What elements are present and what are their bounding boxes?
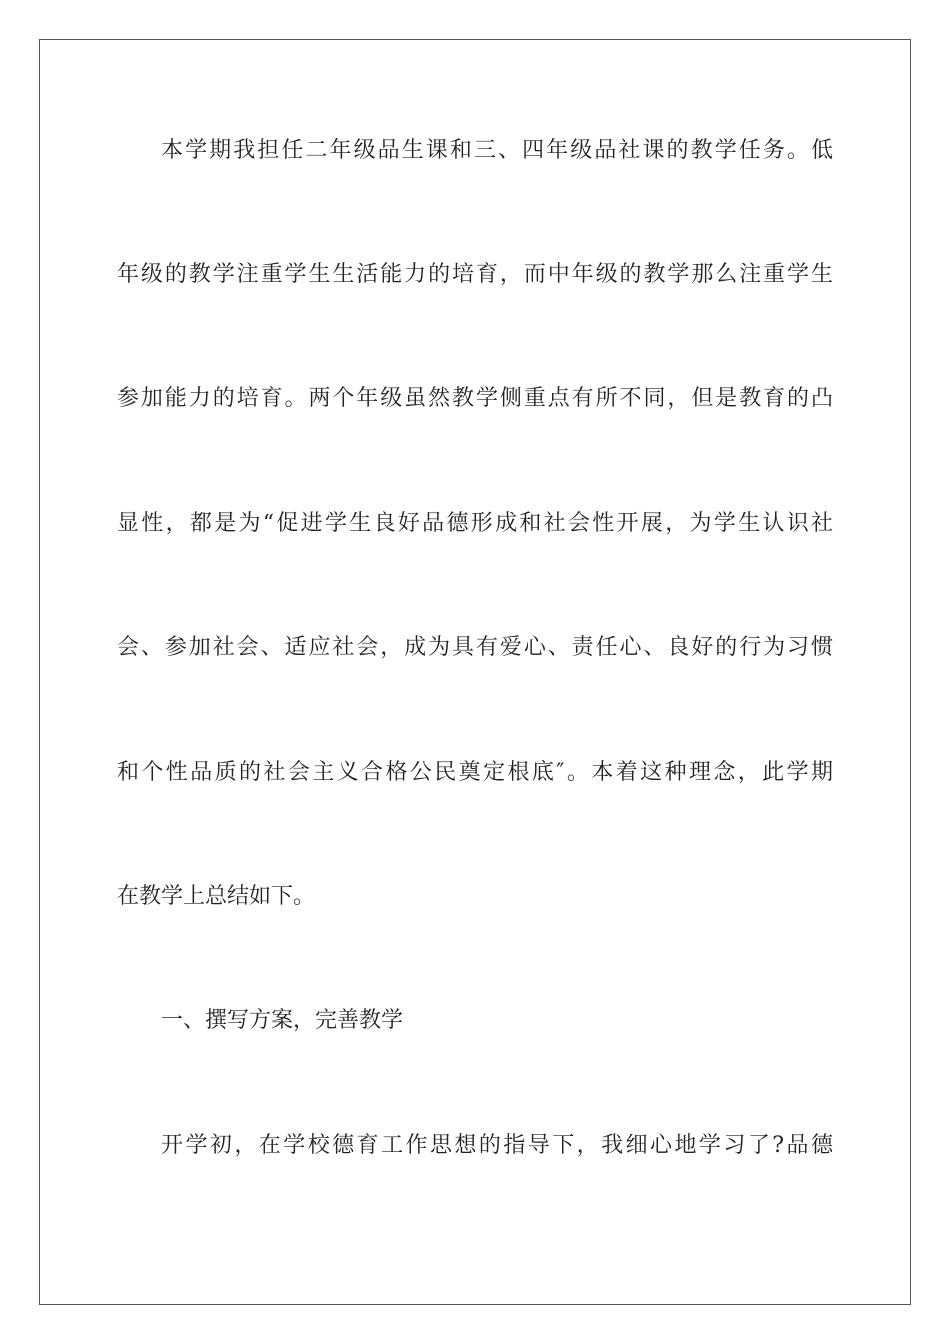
paragraph-line: 本学期我担任二年级品生课和三、四年级品社课的教学任务。低 <box>161 138 833 163</box>
paragraph-line: 显性，都是为“促进学生良好品德形成和社会性开展，为学生认识社 <box>117 511 833 536</box>
section-heading: 一、撰写方案，完善教学 <box>161 1008 404 1033</box>
paragraph-line: 开学初，在学校德育工作思想的指导下，我细心地学习了?品德 <box>161 1133 833 1158</box>
page-frame <box>39 39 911 1305</box>
paragraph-line: 和个性品质的社会主义合格公民奠定根底″。本着这种理念，此学期 <box>117 760 833 785</box>
paragraph-line: 年级的教学注重学生生活能力的培育，而中年级的教学那么注重学生 <box>117 262 833 287</box>
paragraph-line: 在教学上总结如下。 <box>117 884 316 909</box>
paragraph-line: 会、参加社会、适应社会，成为具有爱心、责任心、良好的行为习惯 <box>117 635 833 660</box>
paragraph-line: 参加能力的培育。两个年级虽然教学侧重点有所不同，但是教育的凸 <box>117 386 833 411</box>
